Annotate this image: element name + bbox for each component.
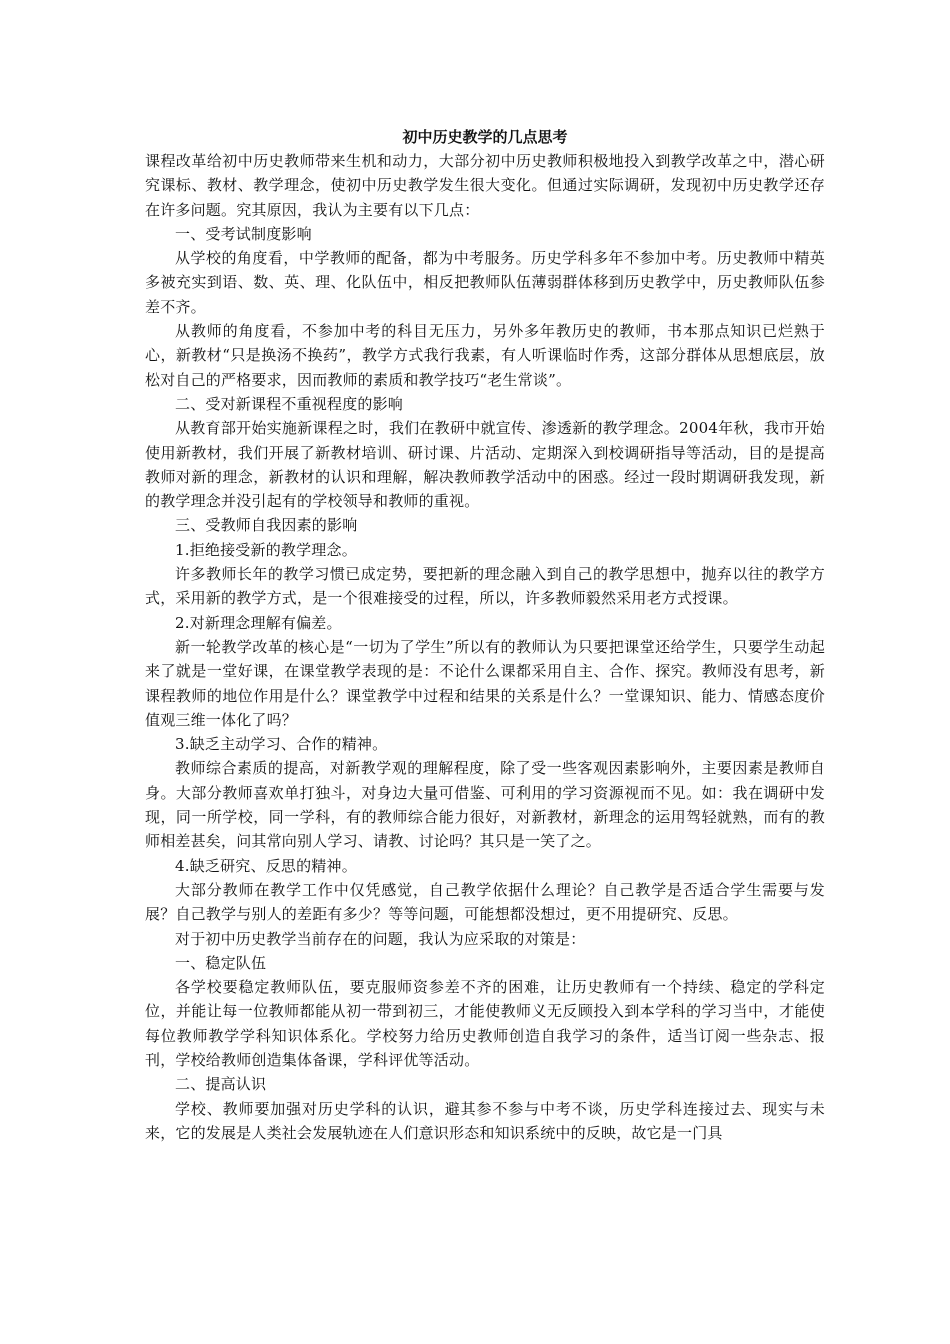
paragraph: 一、受考试制度影响 — [175, 224, 312, 243]
paragraph: 从学校的角度看，中学教师的配备，都为中考服务。历史学科多年不参加中考。历史教师中精英多被充实到语、数、英、理、化队伍中，相反把教师队伍薄弱群体移到历史教学中，历史教师队伍参差不齐。 — [145, 249, 825, 316]
paragraph: 课程改革给初中历史教师带来生机和动力，大部分初中历史教师积极地投入到教学改革之中，潜心研究课标、教材、教学理念，使初中历史教学发生很大变化。但通过实际调研，发现初中历史教学还存在许多问题。究其原因，我认为主要有以下几点： — [145, 152, 825, 219]
paragraph: 各学校要稳定教师队伍，要克服师资参差不齐的困难，让历史教师有一个持续、稳定的学科定位，并能让每一位教师都能从初一带到初三，才能使教师义无反顾投入到本学科的学习当中，才能使每位教师教学学科知识体系化。学校努力给历史教师创造自我学习的条件，适当订阅一些杂志、报刊，学校给教师创造集体备课，学科评优等活动。 — [145, 978, 825, 1069]
document-body — [145, 149, 825, 1145]
paragraph: 2.对新理念理解有偏差。 — [175, 613, 342, 632]
paragraph: 3.缺乏主动学习、合作的精神。 — [175, 735, 388, 754]
document-page — [145, 125, 825, 1145]
paragraph: 对于初中历史教学当前存在的问题，我认为应采取的对策是： — [175, 929, 586, 948]
paragraph: 大部分教师在教学工作中仅凭感觉，自己教学依据什么理论？自己教学是否适合学生需要与发展？自己教学与别人的差距有多少？等等问题，可能想都没想过，更不用提研究、反思。 — [145, 880, 825, 924]
paragraph: 二、受对新课程不重视程度的影响 — [175, 394, 404, 413]
paragraph: 从教育部开始实施新课程之时，我们在教研中就宣传、渗透新的教学理念。2004年秋，我市开始使用新教材，我们开展了新教材培训、研讨课、片活动、定期深入到校调研指导等活动，目的是提高教师对新的理念，新教材的认识和理解，解决教师教学活动中的困惑。经过一段时期调研我发现，新的教学理念并没引起有的学校领导和教师的重视。 — [145, 419, 825, 511]
paragraph: 4.缺乏研究、反思的精神。 — [175, 856, 357, 875]
paragraph: 三、受教师自我因素的影响 — [175, 516, 358, 535]
paragraph: 教师综合素质的提高，对新教学观的理解程度，除了受一些客观因素影响外，主要因素是教师自身。大部分教师喜欢单打独斗，对身边大量可借鉴、可利用的学习资源视而不见。如：我在调研中发现，同一所学校，同一学科，有的教师综合能力很好，对新教材，新理念的运用驾轻就熟，而有的教师相差甚矣，问其常向别人学习、请教、讨论吗？其只是一笑了之。 — [145, 759, 825, 851]
paragraph: 一、稳定队伍 — [175, 953, 267, 972]
document-title: 初中历史教学的几点思考 — [402, 128, 568, 146]
paragraph: 学校、教师要加强对历史学科的认识，避其参不参与中考不谈，历史学科连接过去、现实与未来，它的发展是人类社会发展轨迹在人们意识形态和知识系统中的反映，故它是一门具 — [145, 1099, 825, 1142]
paragraph: 1.拒绝接受新的教学理念。 — [175, 540, 357, 559]
paragraph: 从教师的角度看，不参加中考的科目无压力，另外多年教历史的教师，书本那点知识已烂熟于心，新教材“只是换汤不换药”，教学方式我行我素，有人听课临时作秀，这部分群体从思想底层，放松对自己的严格要求，因而教师的素质和教学技巧“老生常谈”。 — [145, 322, 825, 389]
paragraph: 二、提高认识 — [175, 1075, 267, 1094]
paragraph: 许多教师长年的教学习惯已成定势，要把新的理念融入到自己的教学思想中，抛弃以往的教学方式，采用新的教学方式，是一个很难接受的过程，所以，许多教师毅然采用老方式授课。 — [145, 565, 825, 608]
paragraph: 新一轮教学改革的核心是“一切为了学生”所以有的教师认为只要把课堂还给学生，只要学生动起来了就是一堂好课，在课堂教学表现的是：不论什么课都采用自主、合作、探究。教师没有思考，新课程教师的地位作用是什么？课堂教学中过程和结果的关系是什么？一堂课知识、能力、情感态度价值观三维一体化了吗？ — [145, 637, 825, 729]
